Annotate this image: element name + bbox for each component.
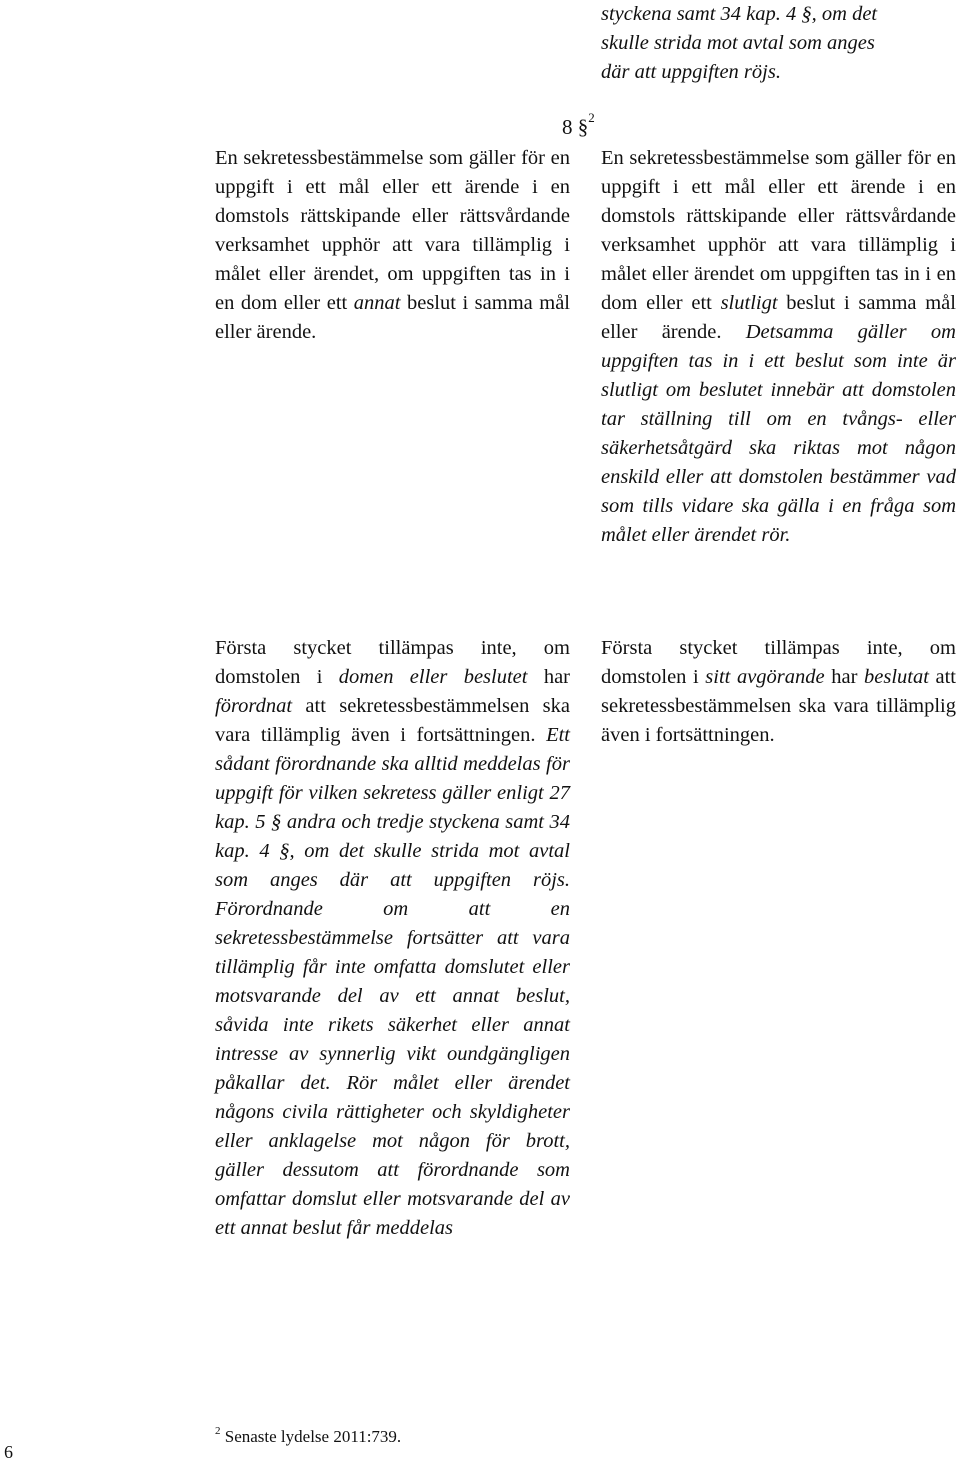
text-run: har [527, 666, 570, 688]
emphasis-text: Detsamma gäller om uppgiften tas in i ett beslut som inte är slutligt om beslutet innebär att domstolen tar ställning till om en tvångs- eller säkerhetsåtgärd ska riktas mot någon enskild eller att domstolen bestämmer vad som tills vidare ska gälla i en fråga som målet eller ärendet rör. [601, 321, 956, 546]
emphasis-text: domen eller beslutet [338, 666, 528, 688]
text-run: att sekretessbestämmelsen ska vara tillämplig även i fortsättningen. [215, 695, 570, 746]
footnote-marker: 2 [588, 110, 595, 125]
emphasis-text: sitt avgörande [705, 666, 825, 688]
section-number: 8 § [562, 115, 589, 139]
emphasis-text: Förordnande om att en sekretessbestämmelse fortsätter att vara tillämplig får inte omfatta domslutet eller motsvarande del av ett annat beslut, såvida inte rikets säkerhet eller annat intresse av synnerlig vikt oundgängligen påkallar det. Rör målet eller ärendet någons civila rättigheter och skyldigheter eller anklagelse mot någon för brott, gäller dessutom att förordnande som omfattar domslut eller motsvarande del av ett annat beslut får meddelas [215, 898, 570, 1239]
right-column-paragraph-1 [601, 144, 956, 550]
right-column-continuation [601, 0, 956, 87]
text-run: En sekretessbestämmelse som gäller för en uppgift i ett mål eller ett ärende i en domstols rättskipande eller rättsvårdande verksamhet upphör att vara tillämplig i målet eller ärendet, om uppgiften tas in i en dom eller ett [215, 147, 570, 314]
paragraph [215, 634, 570, 1243]
text-run: har [824, 666, 864, 688]
paragraph [215, 144, 570, 347]
text-run: Första stycket tillämpas inte, om domstolen i [601, 637, 956, 688]
continuation-line: där att uppgiften röjs. [601, 61, 781, 83]
paragraph [601, 634, 956, 750]
footnote-number: 2 [215, 1425, 221, 1437]
emphasis-text: beslutat [864, 666, 929, 688]
text-run: Första stycket tillämpas inte, om domstolen i [215, 637, 570, 688]
left-column-paragraph-1 [215, 144, 570, 347]
footnote [215, 1426, 401, 1450]
text-run: En sekretessbestämmelse som gäller för en uppgift i ett mål eller ett ärende i en domstols rättskipande eller rättsvårdande verksamhet upphör att vara tillämplig i målet eller ärendet om uppgiften tas in i en dom eller ett [601, 147, 956, 314]
emphasis-text: annat [353, 292, 401, 314]
text-run: att sekretessbestämmelsen ska vara tillämplig även i fortsättningen. [601, 666, 957, 746]
footnote-text: Senaste lydelse 2011:739. [224, 1427, 402, 1446]
text-run: beslut i samma mål eller ärende. [601, 292, 956, 343]
emphasis-text: Ett sådant förordnande ska alltid meddelas för uppgift för vilken sekretess gäller enligt 27 kap. 5 § andra och tredje styckena samt 34 kap. 4 §, om det skulle strida mot avtal som anges där att uppgiften röjs. [215, 724, 570, 891]
continuation-line: styckena samt 34 kap. 4 §, om det [601, 3, 878, 25]
emphasis-text: slutligt [720, 292, 778, 314]
text-run: beslut i samma mål eller ärende. [215, 292, 570, 343]
section-heading [562, 110, 595, 144]
right-column-paragraph-2 [601, 634, 956, 750]
left-column-paragraph-2 [215, 634, 570, 1243]
page-number: 6 [4, 1442, 13, 1462]
emphasis-text: förordnat [215, 695, 293, 717]
paragraph [601, 144, 956, 550]
continuation-line: skulle strida mot avtal som anges [601, 32, 875, 54]
